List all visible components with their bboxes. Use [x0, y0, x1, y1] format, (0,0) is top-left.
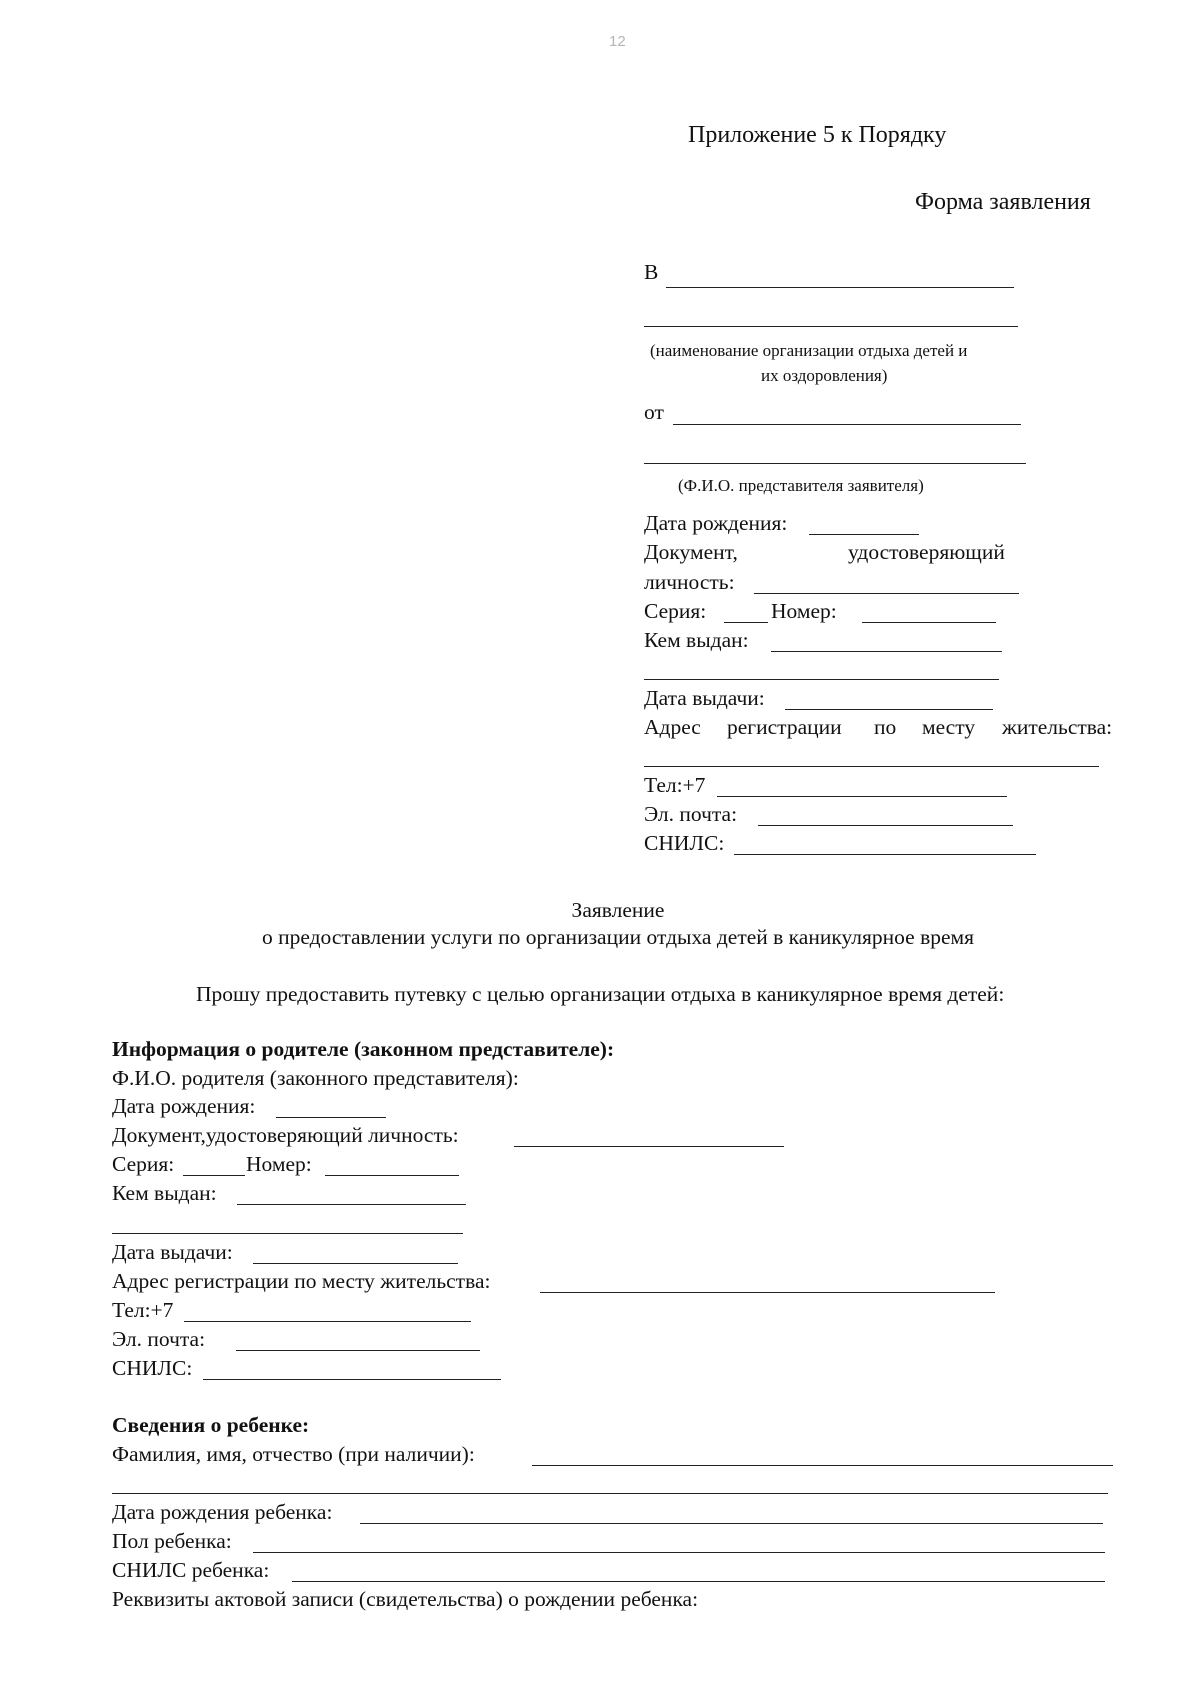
parent-address-field[interactable] — [540, 1292, 995, 1293]
rep-identity-field[interactable] — [754, 593, 1019, 594]
org-caption-line1: (наименование организации отдыха детей и — [650, 341, 968, 360]
parent-snils-field[interactable] — [203, 1379, 501, 1380]
parent-series-label: Серия: — [112, 1152, 175, 1176]
parent-heading: Информация о родителе (законном представителе): — [112, 1037, 615, 1061]
rep-issued-by-field-line2[interactable] — [644, 679, 999, 680]
parent-document-field[interactable] — [514, 1146, 784, 1147]
from-prefix: от — [644, 400, 664, 424]
rep-address-label-w4: месту — [922, 715, 976, 739]
rep-birth-date-field[interactable] — [809, 534, 919, 535]
parent-issue-date-field[interactable] — [253, 1263, 458, 1264]
appendix-title: Приложение 5 к Порядку — [688, 122, 947, 148]
parent-issued-by-label: Кем выдан: — [112, 1181, 217, 1205]
rep-phone-field[interactable] — [717, 796, 1007, 797]
rep-address-field[interactable] — [644, 766, 1099, 767]
fio-caption: (Ф.И.О. представителя заявителя) — [678, 476, 924, 495]
parent-number-field[interactable] — [325, 1175, 459, 1176]
rep-email-field[interactable] — [758, 825, 1013, 826]
statement-request: Прошу предоставить путевку с целью организации отдыха в каникулярное время детей: — [196, 982, 1005, 1006]
parent-issued-by-field-line1[interactable] — [237, 1204, 466, 1205]
parent-series-field[interactable] — [183, 1175, 245, 1176]
rep-document-label-word2: удостоверяющий — [848, 540, 1005, 564]
to-prefix: В — [644, 260, 659, 284]
form-title: Форма заявления — [915, 189, 1091, 215]
parent-number-label: Номер: — [246, 1152, 312, 1176]
child-fio-field-line1[interactable] — [532, 1465, 1113, 1466]
parent-phone-label: Тел:+7 — [112, 1298, 174, 1322]
rep-birth-date-label: Дата рождения: — [644, 511, 788, 535]
rep-snils-label: СНИЛС: — [644, 831, 725, 855]
parent-email-label: Эл. почта: — [112, 1327, 206, 1351]
rep-address-label-w5: жительства: — [1002, 715, 1113, 739]
org-caption-line2: их оздоровления) — [761, 366, 888, 385]
parent-issued-by-field-line2[interactable] — [112, 1233, 463, 1234]
parent-fio-label: Ф.И.О. родителя (законного представителя): — [112, 1066, 519, 1090]
parent-address-label: Адрес регистрации по месту жительства: — [112, 1269, 491, 1293]
parent-issue-date-label: Дата выдачи: — [112, 1240, 233, 1264]
rep-address-label-w2: регистрации — [727, 715, 842, 739]
rep-identity-label: личность: — [644, 570, 735, 594]
rep-issued-by-label: Кем выдан: — [644, 628, 749, 652]
parent-snils-label: СНИЛС: — [112, 1356, 193, 1380]
parent-birth-date-label: Дата рождения: — [112, 1094, 256, 1118]
rep-issued-by-field-line1[interactable] — [771, 651, 1002, 652]
rep-address-label-w1: Адрес — [644, 715, 701, 739]
rep-phone-label: Тел:+7 — [644, 773, 706, 797]
child-gender-label: Пол ребенка: — [112, 1529, 232, 1553]
rep-issue-date-field[interactable] — [785, 709, 993, 710]
child-snils-field[interactable] — [292, 1581, 1105, 1582]
org-name-field-line1[interactable] — [666, 287, 1014, 288]
rep-email-label: Эл. почта: — [644, 802, 738, 826]
child-birth-date-label: Дата рождения ребенка: — [112, 1500, 333, 1524]
child-birth-date-field[interactable] — [360, 1523, 1103, 1524]
rep-document-label-word1: Документ, — [644, 540, 738, 564]
rep-number-field[interactable] — [862, 622, 996, 623]
statement-subtitle: о предоставлении услуги по организации отдыха детей в каникулярное время — [261, 925, 975, 949]
rep-address-label-w3: по — [874, 715, 897, 739]
statement-title: Заявление — [571, 898, 665, 922]
child-birth-record-label: Реквизиты актовой записи (свидетельства) о рождении ребенка: — [112, 1587, 699, 1611]
parent-birth-date-field[interactable] — [276, 1117, 386, 1118]
parent-phone-field[interactable] — [184, 1321, 471, 1322]
rep-number-label: Номер: — [771, 599, 837, 623]
child-fio-label: Фамилия, имя, отчество (при наличии): — [112, 1442, 475, 1466]
child-snils-label: СНИЛС ребенка: — [112, 1558, 270, 1582]
page-number: 12 — [609, 33, 626, 50]
from-field-line2[interactable] — [644, 463, 1026, 464]
child-fio-field-line2[interactable] — [112, 1493, 1108, 1494]
parent-document-label: Документ,удостоверяющий личность: — [112, 1123, 459, 1147]
org-name-field-line2[interactable] — [644, 326, 1018, 327]
parent-email-field[interactable] — [236, 1350, 480, 1351]
rep-snils-field[interactable] — [734, 854, 1036, 855]
child-heading: Сведения о ребенке: — [112, 1413, 310, 1437]
rep-issue-date-label: Дата выдачи: — [644, 686, 765, 710]
from-field-line1[interactable] — [673, 424, 1021, 425]
child-gender-field[interactable] — [253, 1552, 1105, 1553]
rep-series-field[interactable] — [724, 622, 768, 623]
rep-series-label: Серия: — [644, 599, 707, 623]
